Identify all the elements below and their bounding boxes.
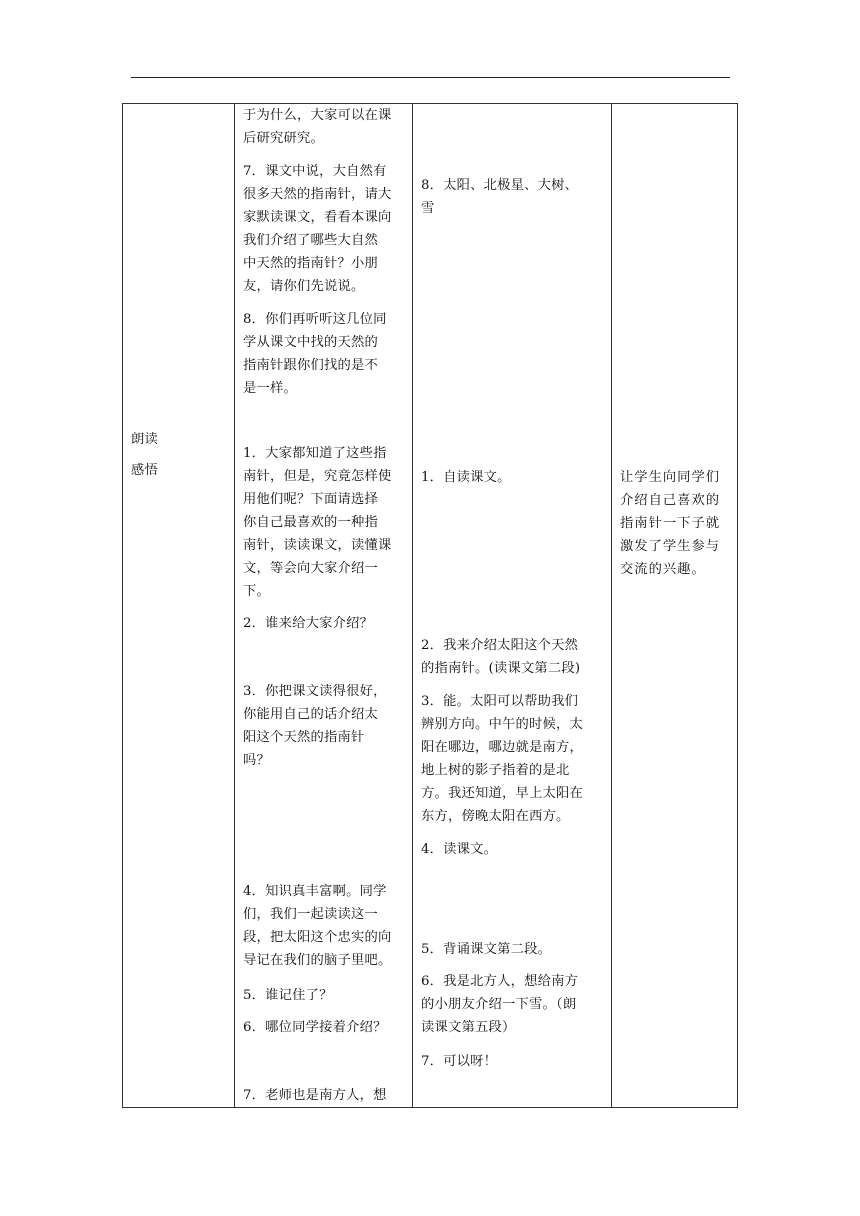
teacher-block-8 — [243, 984, 411, 1007]
teacher-line: 文，等会向大家介绍一 — [243, 561, 378, 576]
teacher-line: 中天然的指南针？小朋 — [243, 256, 378, 271]
teacher-line: 6．哪位同学接着介绍？ — [243, 1020, 387, 1035]
teacher-line: 南针，读读课文，读懂课 — [243, 538, 392, 553]
student-line: 4．读课文。 — [421, 842, 498, 857]
teacher-line: 你自己最喜欢的一种指 — [243, 515, 378, 530]
section-label-line1: 朗读 — [131, 432, 158, 447]
section-label-line2: 感悟 — [131, 463, 158, 478]
student-line: 2．我来介绍太阳这个天然 — [421, 638, 579, 653]
student-block-4 — [421, 690, 609, 828]
section-label-cell — [131, 428, 231, 490]
student-line: 东方，傍晚太阳在西方。 — [421, 809, 570, 824]
column-divider — [611, 104, 612, 1107]
teacher-block-6 — [243, 680, 411, 772]
student-line: 阳在哪边，哪边就是南方， — [421, 740, 583, 755]
teacher-line: 是一样。 — [243, 381, 297, 396]
student-line: 方。我还知道，早上太阳在 — [421, 786, 583, 801]
teacher-block-2 — [243, 160, 411, 298]
teacher-line: 7．课文中说，大自然有 — [243, 164, 387, 179]
student-line: 5．背诵课文第二段。 — [421, 942, 552, 957]
student-line: 7．可以呀！ — [421, 1054, 498, 1069]
teacher-line: 我们介绍了哪些大自然 — [243, 233, 378, 248]
teacher-block-10 — [243, 1084, 411, 1107]
intent-line: 介绍自己喜欢的 — [620, 493, 721, 508]
student-line: 8．太阳、北极星、大树、 — [421, 178, 579, 193]
student-line: 1．自读课文。 — [421, 470, 511, 485]
column-divider — [412, 104, 413, 1107]
student-block-3 — [421, 634, 609, 680]
student-block-2 — [421, 466, 609, 489]
student-line: 雪 — [421, 201, 435, 216]
teacher-block-7 — [243, 880, 411, 972]
teacher-block-9 — [243, 1016, 411, 1039]
teacher-line: 你能用自己的话介绍太 — [243, 707, 378, 722]
teacher-block-1 — [243, 104, 411, 150]
teacher-line: 们，我们一起读读这一 — [243, 907, 378, 922]
teacher-line: 很多天然的指南针，请大 — [243, 187, 392, 202]
student-line: 的指南针。(读课文第二段) — [421, 661, 581, 676]
student-block-5 — [421, 838, 609, 861]
teacher-line: 吗？ — [243, 753, 270, 768]
teacher-line: 家默读课文，看看本课向 — [243, 210, 392, 225]
teacher-line: 用他们呢？下面请选择 — [243, 492, 378, 507]
teacher-line: 2．谁来给大家介绍？ — [243, 616, 374, 631]
teacher-line: 于为什么，大家可以在课 — [243, 108, 392, 123]
teacher-line: 1．大家都知道了这些指 — [243, 446, 387, 461]
teacher-block-4 — [243, 442, 411, 603]
teacher-line: 南针，但是，究竟怎样使 — [243, 469, 392, 484]
student-block-7 — [421, 970, 609, 1039]
student-line: 读课文第五段） — [421, 1020, 516, 1035]
intent-line: 激发了学生参与 — [620, 539, 721, 554]
intent-line: 交流的兴趣。 — [620, 562, 706, 577]
intent-line: 指南针一下子就 — [620, 516, 721, 531]
teacher-line: 4．知识真丰富啊。同学 — [243, 884, 387, 899]
header-rule — [131, 77, 730, 78]
teacher-line: 阳这个天然的指南针 — [243, 730, 365, 745]
teacher-line: 3．你把课文读得很好， — [243, 684, 387, 699]
teacher-line: 7．老师也是南方人，想 — [243, 1088, 387, 1103]
teacher-line: 导记在我们的脑子里吧。 — [243, 953, 392, 968]
lesson-plan-table — [122, 103, 738, 1108]
student-line: 3．能。太阳可以帮助我们 — [421, 694, 579, 709]
teacher-line: 后研究研究。 — [243, 131, 324, 146]
intent-line: 让学生向同学们 — [620, 470, 721, 485]
teacher-line: 指南针跟你们找的是不 — [243, 358, 378, 373]
student-line: 的小朋友介绍一下雪。（朗 — [421, 997, 577, 1012]
teacher-line: 5．谁记住了？ — [243, 988, 333, 1003]
teacher-block-3 — [243, 308, 411, 400]
student-line: 6．我是北方人，想给南方 — [421, 974, 579, 989]
student-line: 地上树的影子指着的是北 — [421, 763, 570, 778]
teacher-line: 学从课文中找的天然的 — [243, 335, 378, 350]
intent-block-1 — [620, 466, 736, 581]
teacher-line: 段，把太阳这个忠实的向 — [243, 930, 392, 945]
student-block-8 — [421, 1050, 609, 1073]
teacher-line: 友，请你们先说说。 — [243, 279, 365, 294]
teacher-line: 8．你们再听听这几位同 — [243, 312, 387, 327]
student-block-6 — [421, 938, 609, 961]
teacher-block-5 — [243, 612, 411, 635]
column-divider — [234, 104, 235, 1107]
student-line: 辨别方向。中午的时候，太 — [421, 717, 583, 732]
teacher-line: 下。 — [243, 584, 270, 599]
student-block-1 — [421, 174, 609, 220]
